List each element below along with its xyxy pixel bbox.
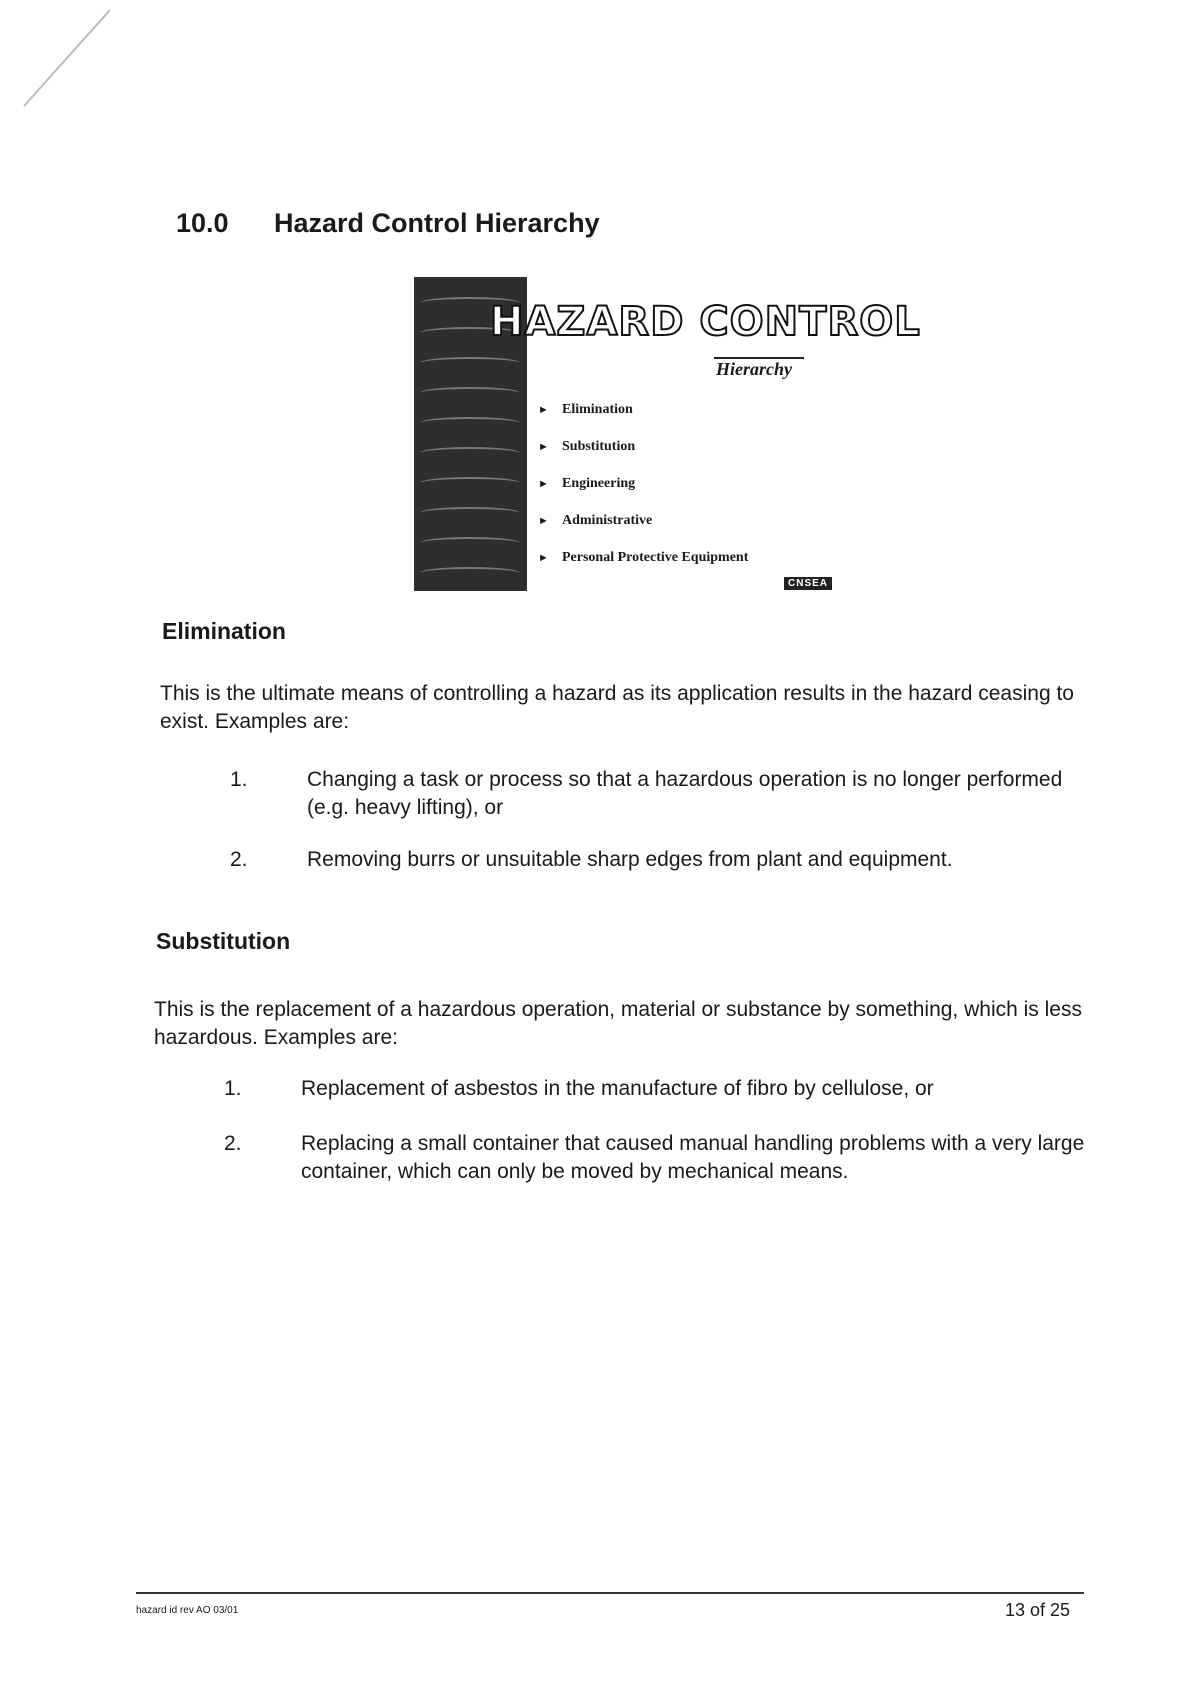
section-title: Hazard Control Hierarchy (274, 208, 600, 238)
list-item: 2. Replacing a small container that caused manual handling problems with a very large container, which can only be moved by mechanical means. (224, 1132, 1085, 1183)
footer-doc-ref: hazard id rev AO 03/01 (136, 1605, 239, 1616)
bullet-icon: ► (538, 477, 549, 490)
substitution-heading: Substitution (156, 928, 291, 954)
substitution-intro: This is the replacement of a hazardous operation, material or substance by something, which is less hazardous. Examples are: (154, 998, 1082, 1049)
figure-title: HAZARD CONTROL (490, 299, 921, 345)
figure-hierarchy-list (538, 391, 748, 576)
elimination-heading: Elimination (162, 618, 286, 644)
footer-page-number: 13 of 25 (1005, 1600, 1071, 1620)
list-item: 1. Changing a task or process so that a hazardous operation is no longer performed (e.g. heavy lifting), or (230, 768, 1063, 819)
figure-list-item: ► Substitution (538, 438, 636, 454)
bullet-icon: ► (538, 551, 549, 564)
section-heading (176, 208, 600, 239)
figure-list-item: ► Engineering (538, 475, 636, 491)
bullet-icon: ► (538, 403, 549, 416)
elimination-intro: This is the ultimate means of controlling a hazard as its application results in the hazard ceasing to exist. Examples are: (160, 682, 1074, 733)
footer-rule (136, 1592, 1084, 1594)
bullet-icon: ► (538, 514, 549, 527)
figure-list-item: ► Elimination (538, 401, 633, 417)
section-number: 10.0 (176, 208, 229, 238)
bullet-icon: ► (538, 440, 549, 453)
figure-logo: CNSEA (784, 577, 832, 590)
figure-list-item: ► Personal Protective Equipment (538, 549, 749, 565)
figure-subtitle: Hierarchy (716, 359, 792, 379)
list-item: 2. Removing burrs or unsuitable sharp edges from plant and equipment. (230, 848, 953, 871)
hazard-control-figure (414, 277, 921, 591)
scan-fold-mark (20, 8, 120, 108)
list-item: 1. Replacement of asbestos in the manufacture of fibro by cellulose, or (224, 1077, 934, 1100)
figure-list-item: ► Administrative (538, 512, 653, 528)
